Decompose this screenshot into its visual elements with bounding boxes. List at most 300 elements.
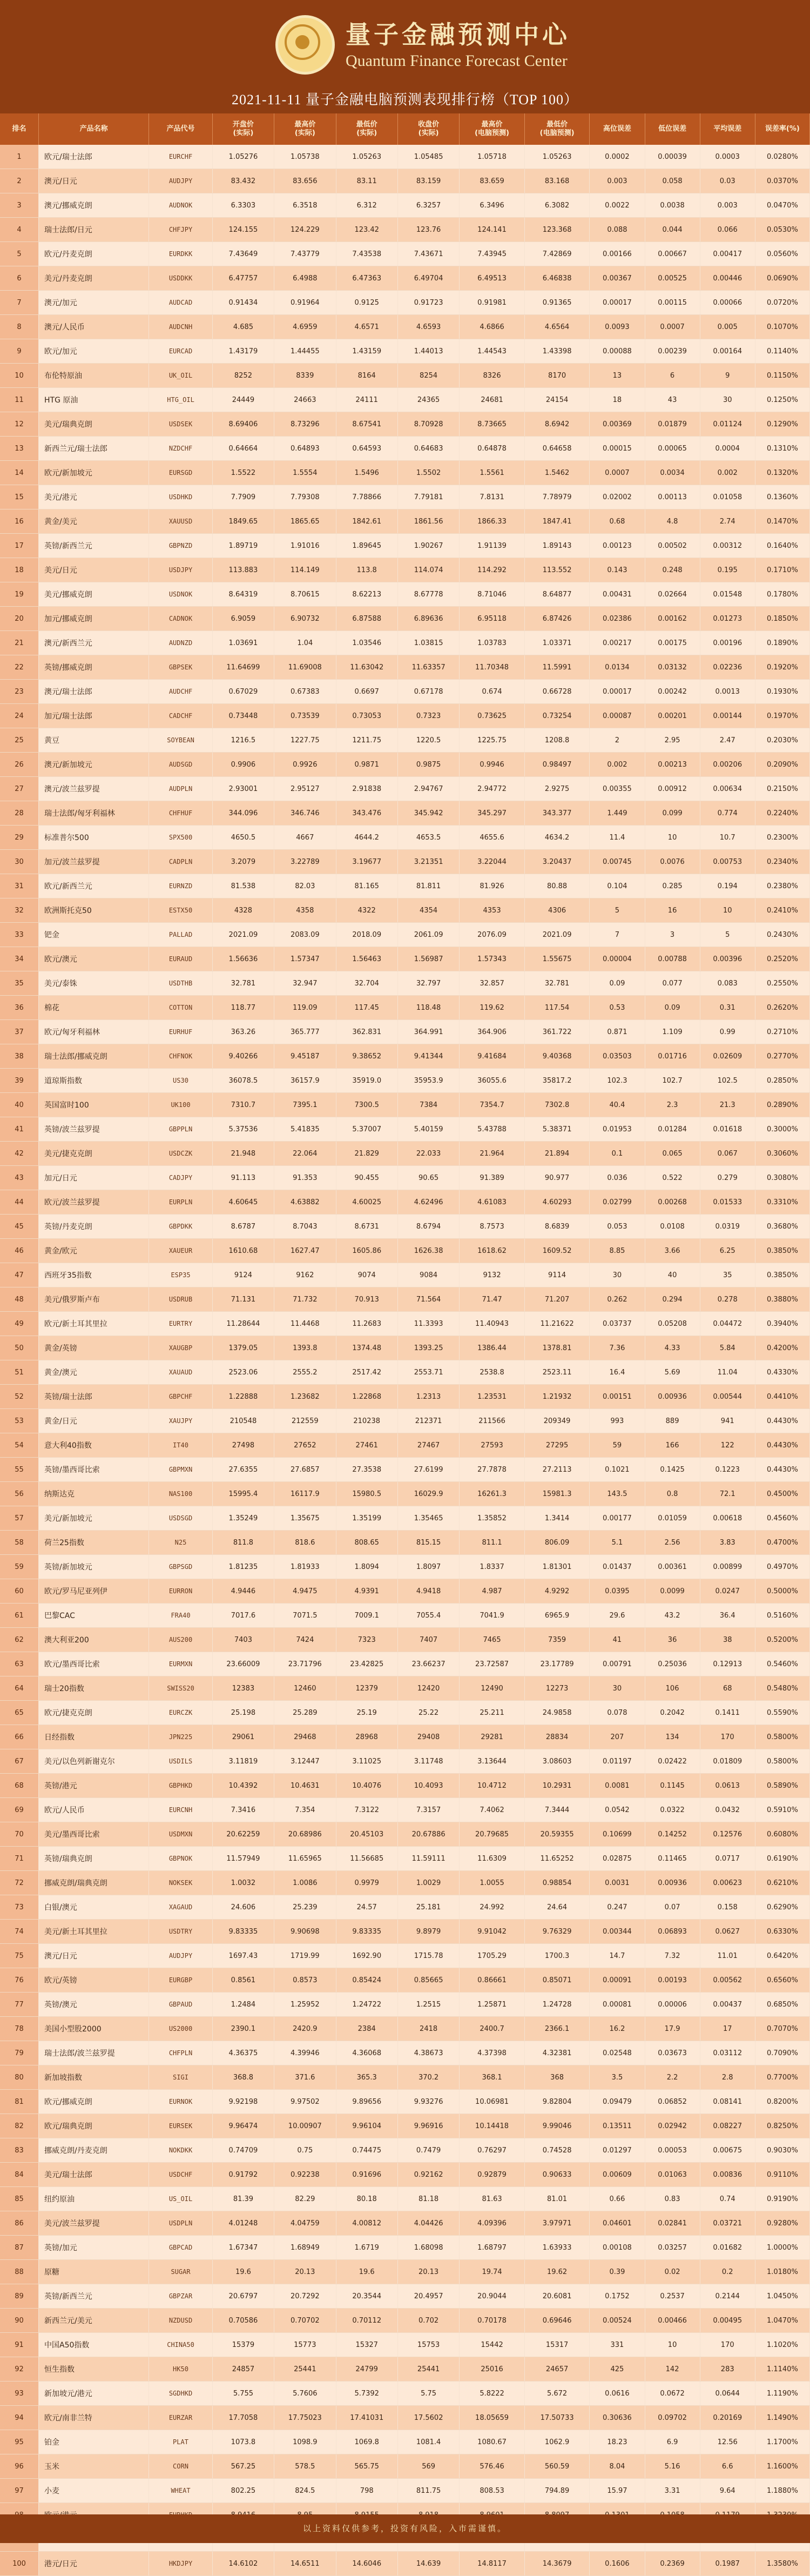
high-error-cell: 0.00745	[590, 850, 645, 874]
high-price-cell: 4.04759	[274, 2211, 336, 2236]
product-code-cell: GBPSEK	[149, 655, 212, 680]
open-price-cell: 36078.5	[212, 1069, 274, 1093]
avg-error-cell: 6.6	[700, 2454, 755, 2479]
predicted-low-cell: 3.08603	[524, 1749, 590, 1774]
high-error-cell: 0.02548	[590, 2041, 645, 2065]
product-code-cell: EURCAD	[149, 339, 212, 364]
product-code-cell: EURNOK	[149, 2090, 212, 2114]
low-error-cell: 0.2042	[645, 1701, 700, 1725]
error-rate-cell: 0.4430%	[755, 1433, 809, 1458]
table-row	[0, 1968, 810, 1993]
error-rate-cell: 1.1700%	[755, 2430, 809, 2454]
high-price-cell: 824.5	[274, 2479, 336, 2503]
product-code-cell: US2000	[149, 2017, 212, 2041]
open-price-cell: 24.606	[212, 1895, 274, 1920]
close-price-cell: 4.6593	[397, 315, 459, 339]
table-row	[0, 1020, 810, 1044]
avg-error-cell: 0.03112	[700, 2041, 755, 2065]
close-price-cell: 4354	[397, 898, 459, 923]
avg-error-cell: 0.0717	[700, 1847, 755, 1871]
product-name-cell: 欧元/瑞士法郎	[39, 145, 149, 169]
error-rate-cell: 0.2620%	[755, 996, 809, 1020]
error-rate-cell: 0.0530%	[755, 218, 809, 242]
table-row	[0, 1482, 810, 1506]
low-price-cell: 0.64593	[336, 437, 397, 461]
close-price-cell: 0.702	[397, 2309, 459, 2333]
table-row	[0, 2041, 810, 2065]
low-error-cell: 0.00525	[645, 266, 700, 291]
high-price-cell: 7071.5	[274, 1604, 336, 1628]
product-code-cell: CADCHF	[149, 704, 212, 728]
high-price-cell: 91.353	[274, 1166, 336, 1190]
predicted-low-cell: 4306	[524, 898, 590, 923]
product-name-cell: 瑞士法郎/日元	[39, 218, 149, 242]
close-price-cell: 90.65	[397, 1166, 459, 1190]
product-code-cell: WHEAT	[149, 2479, 212, 2503]
product-code-cell: AUDCAD	[149, 291, 212, 315]
table-row	[0, 339, 810, 364]
high-price-cell: 1.05738	[274, 145, 336, 169]
avg-error-cell: 0.00144	[700, 704, 755, 728]
high-error-cell: 0.003	[590, 169, 645, 193]
high-error-cell: 1.449	[590, 801, 645, 826]
product-name-cell: 英镑/瑞士法郎	[39, 1385, 149, 1409]
predicted-low-cell: 4.9292	[524, 1579, 590, 1604]
avg-error-cell: 0.00618	[700, 1506, 755, 1531]
low-error-cell: 0.00162	[645, 607, 700, 631]
error-rate-cell: 0.3850%	[755, 1263, 809, 1287]
low-price-cell: 3.19677	[336, 850, 397, 874]
product-code-cell: USDSGD	[149, 1506, 212, 1531]
product-name-cell: 美元/挪威克朗	[39, 582, 149, 607]
avg-error-cell: 0.00206	[700, 753, 755, 777]
predicted-high-cell: 29281	[460, 1725, 525, 1749]
rank-cell: 94	[0, 2406, 39, 2430]
avg-error-cell: 0.0319	[700, 1215, 755, 1239]
product-name-cell: 美元/以色列新谢克尔	[39, 1749, 149, 1774]
low-price-cell: 4.60025	[336, 1190, 397, 1215]
predicted-high-cell: 0.92879	[460, 2163, 525, 2187]
low-error-cell: 3	[645, 923, 700, 947]
table-row	[0, 461, 810, 485]
avg-error-cell: 6.25	[700, 1239, 755, 1263]
rank-cell: 87	[0, 2236, 39, 2260]
low-price-cell: 27.3538	[336, 1458, 397, 1482]
high-price-cell: 3.12447	[274, 1749, 336, 1774]
predicted-low-cell: 7359	[524, 1628, 590, 1652]
high-price-cell: 17.75023	[274, 2406, 336, 2430]
rank-cell: 86	[0, 2211, 39, 2236]
open-price-cell: 2021.09	[212, 923, 274, 947]
open-price-cell: 368.8	[212, 2065, 274, 2090]
predicted-high-cell: 364.906	[460, 1020, 525, 1044]
low-error-cell: 0.00239	[645, 339, 700, 364]
low-error-cell: 0.00268	[645, 1190, 700, 1215]
open-price-cell: 0.91434	[212, 291, 274, 315]
low-price-cell: 35919.0	[336, 1069, 397, 1093]
open-price-cell: 11.28644	[212, 1312, 274, 1336]
product-code-cell: EURSGD	[149, 461, 212, 485]
error-rate-cell: 0.4330%	[755, 1360, 809, 1385]
product-name-cell: 欧元/新加坡元	[39, 461, 149, 485]
product-name-cell: 新加坡指数	[39, 2065, 149, 2090]
rank-cell: 26	[0, 753, 39, 777]
predicted-high-cell: 20.79685	[460, 1822, 525, 1847]
product-code-cell: EURAUD	[149, 947, 212, 971]
predicted-high-cell: 1705.29	[460, 1944, 525, 1968]
high-price-cell: 29468	[274, 1725, 336, 1749]
high-error-cell: 207	[590, 1725, 645, 1749]
predicted-low-cell: 1.63933	[524, 2236, 590, 2260]
table-row	[0, 1190, 810, 1215]
predicted-high-cell: 7.8131	[460, 485, 525, 509]
predicted-low-cell: 4634.2	[524, 826, 590, 850]
table-row	[0, 2090, 810, 2114]
open-price-cell: 118.77	[212, 996, 274, 1020]
predicted-low-cell: 6.3082	[524, 193, 590, 218]
close-price-cell: 83.159	[397, 169, 459, 193]
low-price-cell: 1.8094	[336, 1555, 397, 1579]
high-error-cell: 0.0022	[590, 193, 645, 218]
low-error-cell: 0.00242	[645, 680, 700, 704]
high-price-cell: 20.7292	[274, 2284, 336, 2309]
high-price-cell: 1865.65	[274, 509, 336, 534]
rank-cell: 69	[0, 1798, 39, 1822]
avg-error-cell: 0.00753	[700, 850, 755, 874]
predicted-high-cell: 368.1	[460, 2065, 525, 2090]
close-price-cell: 1.05485	[397, 145, 459, 169]
product-name-cell: 挪威克朗/丹麦克朗	[39, 2138, 149, 2163]
avg-error-cell: 0.01548	[700, 582, 755, 607]
predicted-low-cell: 8.6942	[524, 412, 590, 437]
product-name-cell: 美元/丹麦克朗	[39, 266, 149, 291]
open-price-cell: 21.948	[212, 1142, 274, 1166]
product-code-cell: NZDCHF	[149, 437, 212, 461]
product-name-cell: 欧元/挪威克朗	[39, 2090, 149, 2114]
close-price-cell: 3.11748	[397, 1749, 459, 1774]
table-row	[0, 1604, 810, 1628]
rank-cell: 79	[0, 2041, 39, 2065]
open-price-cell: 1.81235	[212, 1555, 274, 1579]
close-price-cell: 1.2313	[397, 1385, 459, 1409]
predicted-high-cell: 4.987	[460, 1579, 525, 1604]
predicted-high-cell: 16261.3	[460, 1482, 525, 1506]
low-price-cell: 0.9979	[336, 1871, 397, 1895]
table-row	[0, 388, 810, 412]
predicted-low-cell: 20.6081	[524, 2284, 590, 2309]
open-price-cell: 4.01248	[212, 2211, 274, 2236]
product-name-cell: 纽约原油	[39, 2187, 149, 2211]
error-rate-cell: 1.0000%	[755, 2236, 809, 2260]
low-price-cell: 1069.8	[336, 2430, 397, 2454]
avg-error-cell: 0.2	[700, 2260, 755, 2284]
close-price-cell: 815.15	[397, 1531, 459, 1555]
table-row	[0, 2017, 810, 2041]
predicted-low-cell: 12273	[524, 1676, 590, 1701]
predicted-low-cell: 24154	[524, 388, 590, 412]
high-error-cell: 0.00369	[590, 412, 645, 437]
high-error-cell: 0.0002	[590, 145, 645, 169]
open-price-cell: 2390.1	[212, 2017, 274, 2041]
table-row	[0, 1312, 810, 1336]
high-price-cell: 7395.1	[274, 1093, 336, 1117]
avg-error-cell: 0.01682	[700, 2236, 755, 2260]
error-rate-cell: 1.0470%	[755, 2309, 809, 2333]
avg-error-cell: 11.04	[700, 1360, 755, 1385]
low-price-cell: 6.87588	[336, 607, 397, 631]
low-error-cell: 0.00113	[645, 485, 700, 509]
predicted-low-cell: 20.59355	[524, 1822, 590, 1847]
product-code-cell: HKDJPY	[149, 2552, 212, 2576]
close-price-cell: 12420	[397, 1676, 459, 1701]
low-price-cell: 0.70112	[336, 2309, 397, 2333]
close-price-cell: 1715.78	[397, 1944, 459, 1968]
rank-cell: 32	[0, 898, 39, 923]
high-error-cell: 0.00344	[590, 1920, 645, 1944]
low-error-cell: 0.02841	[645, 2211, 700, 2236]
high-error-cell: 0.01297	[590, 2138, 645, 2163]
close-price-cell: 25441	[397, 2357, 459, 2382]
high-price-cell: 1393.8	[274, 1336, 336, 1360]
table-header	[0, 113, 810, 145]
table-row	[0, 2454, 810, 2479]
column-header: 误差率(%)	[755, 113, 809, 145]
rank-cell: 25	[0, 728, 39, 753]
low-error-cell: 0.00466	[645, 2309, 700, 2333]
product-code-cell: EURSEK	[149, 2114, 212, 2138]
high-price-cell: 0.73539	[274, 704, 336, 728]
high-price-cell: 9162	[274, 1263, 336, 1287]
table-row	[0, 1166, 810, 1190]
product-code-cell: USDNOK	[149, 582, 212, 607]
low-price-cell: 1.05263	[336, 145, 397, 169]
close-price-cell: 0.7479	[397, 2138, 459, 2163]
open-price-cell: 4.685	[212, 315, 274, 339]
product-code-cell: AUDCNH	[149, 315, 212, 339]
low-price-cell: 8.6731	[336, 1215, 397, 1239]
high-error-cell: 0.00166	[590, 242, 645, 266]
error-rate-cell: 0.6080%	[755, 1822, 809, 1847]
high-error-cell: 0.1606	[590, 2552, 645, 2576]
high-error-cell: 0.00017	[590, 291, 645, 315]
low-price-cell: 3.11025	[336, 1749, 397, 1774]
error-rate-cell: 0.6210%	[755, 1871, 809, 1895]
predicted-low-cell: 32.781	[524, 971, 590, 996]
low-price-cell: 1.89645	[336, 534, 397, 558]
rank-cell: 23	[0, 680, 39, 704]
predicted-low-cell: 6.87426	[524, 607, 590, 631]
table-row	[0, 971, 810, 996]
column-header: 最高价 (电脑预测)	[460, 113, 525, 145]
avg-error-cell: 0.00396	[700, 947, 755, 971]
low-error-cell: 0.02422	[645, 1749, 700, 1774]
report-title: 2021-11-11 量子金融电脑预测表现排行榜（TOP 100）	[0, 86, 810, 113]
rank-cell: 7	[0, 291, 39, 315]
predicted-high-cell: 114.292	[460, 558, 525, 582]
high-price-cell: 0.67383	[274, 680, 336, 704]
predicted-high-cell: 81.63	[460, 2187, 525, 2211]
high-price-cell: 0.91964	[274, 291, 336, 315]
table-row	[0, 1239, 810, 1263]
rank-cell: 18	[0, 558, 39, 582]
high-price-cell: 3.22789	[274, 850, 336, 874]
predicted-low-cell: 5.672	[524, 2382, 590, 2406]
open-price-cell: 3.2079	[212, 850, 274, 874]
high-error-cell: 0.002	[590, 753, 645, 777]
low-price-cell: 11.63042	[336, 655, 397, 680]
high-error-cell: 0.1	[590, 1142, 645, 1166]
low-price-cell: 4644.2	[336, 826, 397, 850]
low-error-cell: 0.03673	[645, 2041, 700, 2065]
low-price-cell: 0.85424	[336, 1968, 397, 1993]
error-rate-cell: 0.3850%	[755, 1239, 809, 1263]
open-price-cell: 6.47757	[212, 266, 274, 291]
low-error-cell: 0.01059	[645, 1506, 700, 1531]
product-code-cell: GBPZAR	[149, 2284, 212, 2309]
predicted-low-cell: 1.55675	[524, 947, 590, 971]
table-row	[0, 1725, 810, 1749]
low-error-cell: 0.03132	[645, 655, 700, 680]
high-error-cell: 0.1021	[590, 1458, 645, 1482]
low-price-cell: 9074	[336, 1263, 397, 1287]
high-error-cell: 40.4	[590, 1093, 645, 1117]
rank-cell: 62	[0, 1628, 39, 1652]
low-error-cell: 0.1145	[645, 1774, 700, 1798]
predicted-high-cell: 1225.75	[460, 728, 525, 753]
low-price-cell: 8164	[336, 364, 397, 388]
table-row	[0, 728, 810, 753]
error-rate-cell: 1.1490%	[755, 2406, 809, 2430]
error-rate-cell: 0.1640%	[755, 534, 809, 558]
product-name-cell: 美元/捷克克朗	[39, 1142, 149, 1166]
product-name-cell: 欧元/匈牙利福林	[39, 1020, 149, 1044]
avg-error-cell: 5.84	[700, 1336, 755, 1360]
table-row	[0, 1920, 810, 1944]
low-price-cell: 0.74475	[336, 2138, 397, 2163]
high-error-cell: 0.00524	[590, 2309, 645, 2333]
predicted-high-cell: 7.43945	[460, 242, 525, 266]
rank-cell: 54	[0, 1433, 39, 1458]
product-name-cell: 加元/瑞士法郎	[39, 704, 149, 728]
product-name-cell: 美元/日元	[39, 558, 149, 582]
low-price-cell: 7.78866	[336, 485, 397, 509]
open-price-cell: 802.25	[212, 2479, 274, 2503]
close-price-cell: 24365	[397, 388, 459, 412]
predicted-high-cell: 0.91981	[460, 291, 525, 315]
predicted-high-cell: 1.0055	[460, 1871, 525, 1895]
open-price-cell: 1610.68	[212, 1239, 274, 1263]
error-rate-cell: 0.1290%	[755, 412, 809, 437]
low-error-cell: 0.0038	[645, 193, 700, 218]
high-price-cell: 20.68986	[274, 1822, 336, 1847]
rank-cell: 74	[0, 1920, 39, 1944]
close-price-cell: 9.96916	[397, 2114, 459, 2138]
open-price-cell: 1.22888	[212, 1385, 274, 1409]
table-row	[0, 655, 810, 680]
column-header: 产品代号	[149, 113, 212, 145]
low-error-cell: 4.33	[645, 1336, 700, 1360]
low-error-cell: 0.01716	[645, 1044, 700, 1069]
low-price-cell: 1.56463	[336, 947, 397, 971]
high-price-cell: 1.04	[274, 631, 336, 655]
predicted-high-cell: 1.03783	[460, 631, 525, 655]
product-code-cell: JPN225	[149, 1725, 212, 1749]
table-row	[0, 2479, 810, 2503]
predicted-high-cell: 9.91042	[460, 1920, 525, 1944]
rank-cell: 84	[0, 2163, 39, 2187]
table-row	[0, 1360, 810, 1385]
table-row	[0, 1531, 810, 1555]
high-price-cell: 11.65965	[274, 1847, 336, 1871]
open-price-cell: 71.131	[212, 1287, 274, 1312]
predicted-high-cell: 0.9946	[460, 753, 525, 777]
table-row	[0, 2138, 810, 2163]
error-rate-cell: 0.4500%	[755, 1482, 809, 1506]
predicted-low-cell: 0.90633	[524, 2163, 590, 2187]
error-rate-cell: 0.2300%	[755, 826, 809, 850]
predicted-high-cell: 2538.8	[460, 1360, 525, 1385]
predicted-low-cell: 1.03371	[524, 631, 590, 655]
product-name-cell: 挪威克朗/瑞典克朗	[39, 1871, 149, 1895]
error-rate-cell: 0.6560%	[755, 1968, 809, 1993]
low-error-cell: 0.05208	[645, 1312, 700, 1336]
predicted-high-cell: 2.94772	[460, 777, 525, 801]
product-code-cell: FRA40	[149, 1604, 212, 1628]
rank-cell: 38	[0, 1044, 39, 1069]
avg-error-cell: 0.99	[700, 1020, 755, 1044]
product-code-cell: USDJPY	[149, 558, 212, 582]
high-error-cell: 5.1	[590, 1531, 645, 1555]
avg-error-cell: 72.1	[700, 1482, 755, 1506]
table-row	[0, 1701, 810, 1725]
avg-error-cell: 0.0644	[700, 2382, 755, 2406]
close-price-cell: 35953.9	[397, 1069, 459, 1093]
predicted-high-cell: 23.72587	[460, 1652, 525, 1676]
rank-cell: 92	[0, 2357, 39, 2382]
product-name-cell: 英镑/新加坡元	[39, 1555, 149, 1579]
predicted-low-cell: 0.98497	[524, 753, 590, 777]
rank-cell: 65	[0, 1701, 39, 1725]
column-header: 排名	[0, 113, 39, 145]
predicted-low-cell: 24657	[524, 2357, 590, 2382]
high-error-cell: 0.03503	[590, 1044, 645, 1069]
high-error-cell: 0.078	[590, 1701, 645, 1725]
avg-error-cell: 30	[700, 388, 755, 412]
open-price-cell: 20.62259	[212, 1822, 274, 1847]
high-error-cell: 0.00217	[590, 631, 645, 655]
close-price-cell: 1.56987	[397, 947, 459, 971]
predicted-high-cell: 4.6866	[460, 315, 525, 339]
high-error-cell: 3.5	[590, 2065, 645, 2090]
open-price-cell: 1.56636	[212, 947, 274, 971]
predicted-high-cell: 124.141	[460, 218, 525, 242]
error-rate-cell: 0.6330%	[755, 1920, 809, 1944]
open-price-cell: 8252	[212, 364, 274, 388]
high-error-cell: 30	[590, 1263, 645, 1287]
open-price-cell: 12383	[212, 1676, 274, 1701]
low-price-cell: 19.6	[336, 2260, 397, 2284]
predicted-high-cell: 3.22044	[460, 850, 525, 874]
open-price-cell: 29061	[212, 1725, 274, 1749]
product-name-cell: 瑞士20指数	[39, 1676, 149, 1701]
error-rate-cell: 0.2550%	[755, 971, 809, 996]
error-rate-cell: 0.1310%	[755, 437, 809, 461]
rank-cell: 77	[0, 1993, 39, 2017]
high-error-cell: 0.036	[590, 1166, 645, 1190]
low-price-cell: 83.11	[336, 169, 397, 193]
close-price-cell: 4.9418	[397, 1579, 459, 1604]
open-price-cell: 1216.5	[212, 728, 274, 753]
